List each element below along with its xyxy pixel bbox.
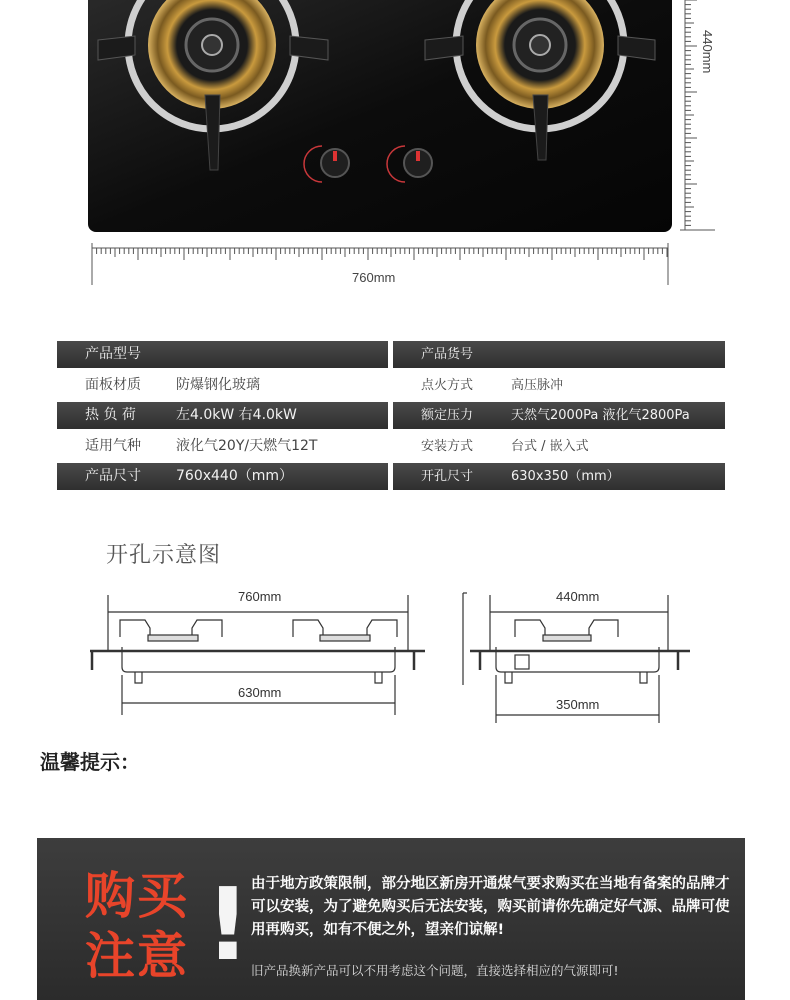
tips-heading: 温馨提示： [40, 750, 140, 774]
spec-key: 产品尺寸 [85, 468, 141, 484]
side-cutout-label: 350mm [556, 697, 600, 712]
spec-key: 热 负 荷 [85, 407, 136, 423]
spec-cell-right [393, 433, 725, 460]
spec-row [57, 433, 725, 464]
spec-key: 安装方式 [421, 438, 474, 454]
spec-key: 开孔尺寸 [421, 469, 474, 484]
spec-cell-right [393, 402, 725, 429]
notice-message: 由于地方政策限制，部分地区新房开通煤气要求购买在当地有备案的品牌才可以安装，为了避免购买后无法安装，购买前请你先确定好气源、品牌可使用再购买，如有不便之外，望亲们谅解! [251, 876, 730, 938]
exclamation-icon: ! [205, 866, 251, 983]
spec-value: 天然气2000Pa 液化气2800Pa [511, 408, 690, 423]
purchase-notice-banner [37, 838, 745, 1000]
spec-value: 液化气20Y/天燃气12T [176, 437, 318, 454]
spec-value: 左4.0kW 右4.0kW [176, 407, 297, 423]
spec-key: 适用气种 [85, 437, 141, 454]
spec-cell-right [393, 372, 725, 399]
spec-value: 高压脉冲 [511, 377, 564, 393]
width-dimension-label: 760mm [352, 270, 396, 285]
spec-cell-left [57, 372, 388, 399]
spec-value: 台式 / 嵌入式 [511, 438, 589, 454]
stove-drawing [0, 0, 790, 300]
notice-big-text-2: 注意 [85, 927, 189, 985]
spec-value: 630x350（mm） [511, 469, 620, 484]
spec-cell-right [393, 341, 725, 368]
spec-table [57, 341, 725, 494]
spec-row [57, 372, 725, 403]
product-illustration [0, 0, 790, 300]
spec-value: 760x440（mm） [176, 468, 294, 484]
spec-key: 点火方式 [421, 377, 474, 393]
height-dimension-label: 440mm [700, 30, 715, 74]
spec-cell-left [57, 402, 388, 429]
spec-key: 产品货号 [421, 347, 474, 362]
cutout-schematic [0, 575, 790, 725]
spec-row [57, 341, 725, 372]
spec-cell-left [57, 433, 388, 460]
spec-value: 防爆钢化玻璃 [176, 376, 260, 393]
notice-sub-message: 旧产品换新产品可以不用考虑这个问题，直接选择相应的气源即可! [251, 963, 619, 978]
spec-cell-left [57, 341, 388, 368]
schematic-drawing [0, 575, 790, 725]
spec-key: 面板材质 [85, 376, 141, 393]
front-cutout-label: 630mm [238, 685, 282, 700]
spec-row [57, 402, 725, 433]
schematic-title: 开孔示意图 [106, 543, 222, 568]
spec-cell-left [57, 463, 388, 490]
spec-key: 额定压力 [421, 408, 474, 423]
side-width-label: 440mm [556, 589, 600, 604]
notice-big-text-1: 购买 [85, 867, 189, 925]
spec-key: 产品型号 [85, 346, 141, 362]
spec-row [57, 463, 725, 494]
front-width-label: 760mm [238, 589, 282, 604]
spec-cell-right [393, 463, 725, 490]
